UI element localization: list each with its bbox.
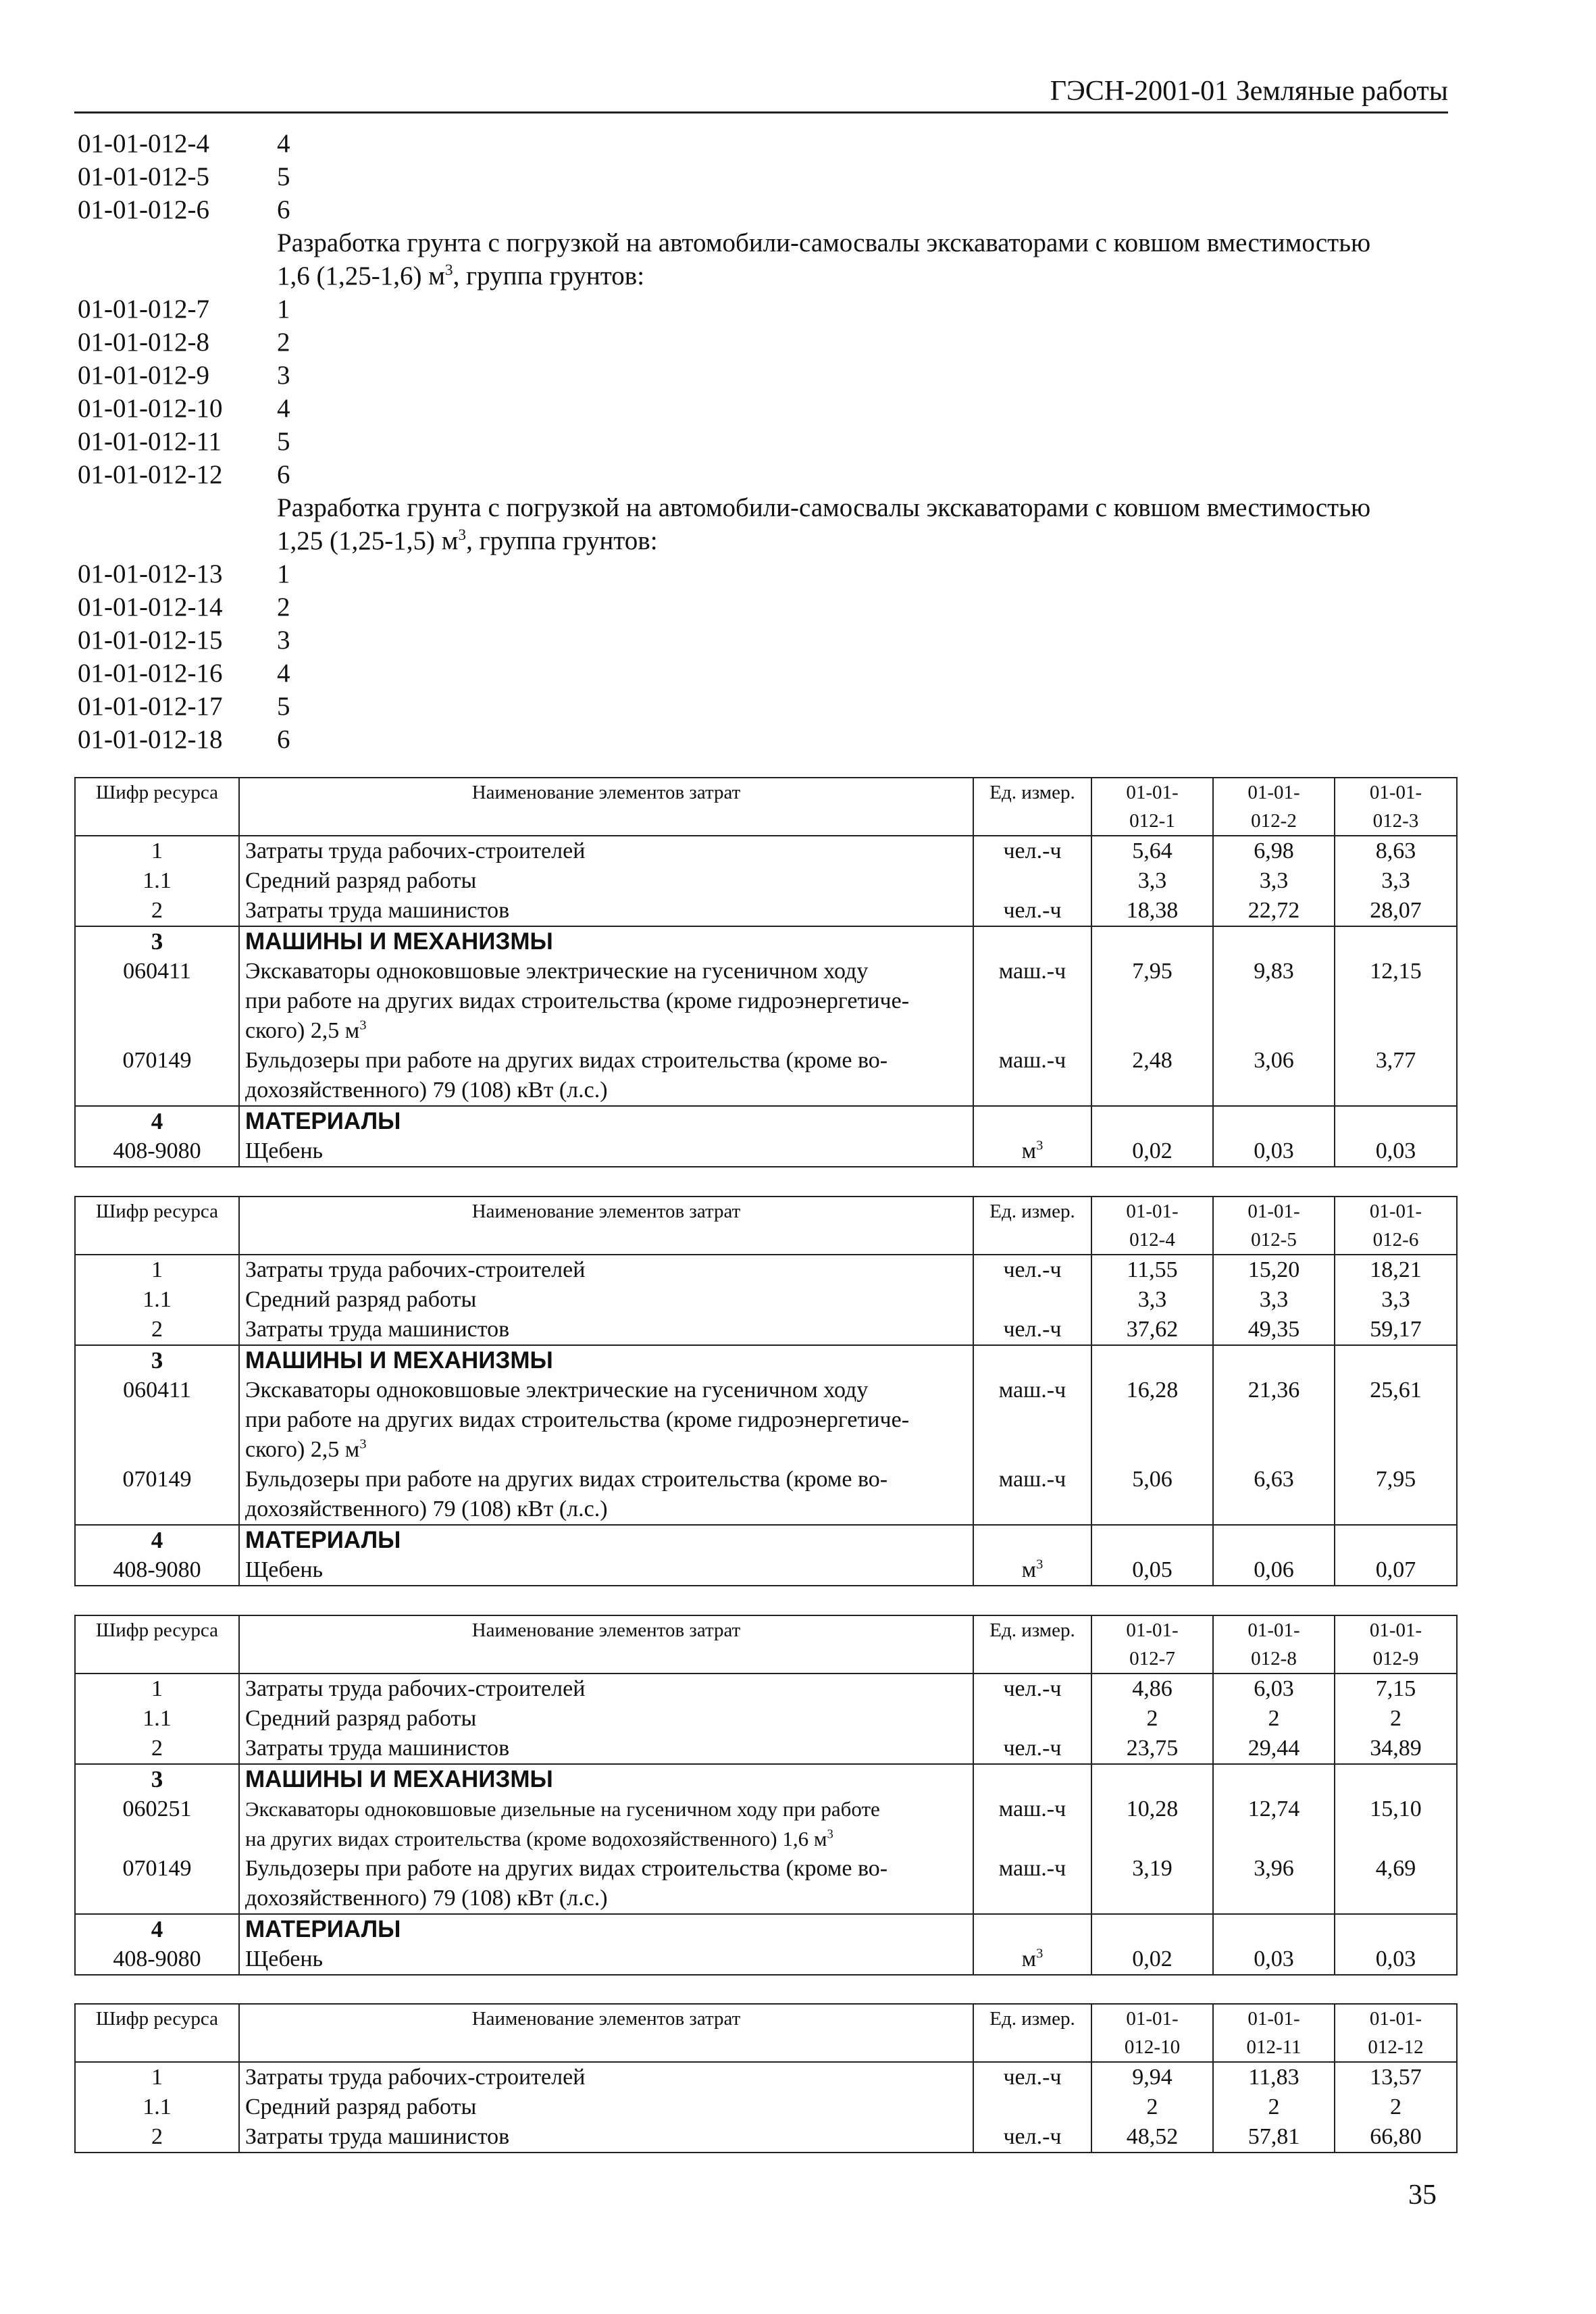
section-description xyxy=(78,491,1456,557)
description-line: Разработка грунта с погрузкой на автомобили-самосвалы экскаваторами с ковшом вместимостью xyxy=(277,228,1371,257)
table-row: 070149 Бульдозеры при работе на других видах строительства (кроме во- дохозяйственного) 79 (108) кВт (л.с.) маш.-ч 5,06 6,63 7,95 xyxy=(75,1465,1457,1525)
table-row: 070149 Бульдозеры при работе на других видах строительства (кроме во- дохозяйственного) 79 (108) кВт (л.с.) маш.-ч 2,48 3,06 3,77 xyxy=(75,1046,1457,1106)
list-code: 01-01-012-14 xyxy=(78,593,223,622)
table-row: 3 МАШИНЫ И МЕХАНИЗМЫ xyxy=(75,926,1457,957)
header-cipher: Шифр ресурса xyxy=(75,2004,239,2062)
table-row: 2 Затраты труда машинистов чел.-ч 48,52 57,81 66,80 xyxy=(75,2122,1457,2153)
table-row: 4 МАТЕРИАЛЫ xyxy=(75,1914,1457,1944)
list-value: 4 xyxy=(277,659,290,688)
list-item xyxy=(78,127,1456,160)
header-col: 01-01- 012-5 xyxy=(1213,1197,1335,1255)
table-row: 1 Затраты труда рабочих-строителей чел.-ч 5,64 6,98 8,63 xyxy=(75,836,1457,866)
table-row: 1.1 Средний разряд работы 3,3 3,3 3,3 xyxy=(75,866,1457,896)
header-col: 01-01- 012-10 xyxy=(1091,2004,1213,2062)
list-item xyxy=(78,690,1456,723)
header-cipher: Шифр ресурса xyxy=(75,1197,239,1255)
table-row: 2 Затраты труда машинистов чел.-ч 37,62 49,35 59,17 xyxy=(75,1315,1457,1345)
table-row: 1 Затраты труда рабочих-строителей чел.-ч 11,55 15,20 18,21 xyxy=(75,1255,1457,1285)
list-item xyxy=(78,293,1456,326)
table-header-row xyxy=(75,1615,1457,1674)
list-value: 2 xyxy=(277,328,290,357)
list-item xyxy=(78,193,1456,226)
table-row: 1 Затраты труда рабочих-строителей чел.-ч 4,86 6,03 7,15 xyxy=(75,1674,1457,1704)
list-value: 6 xyxy=(277,725,290,754)
table-row: 1.1 Средний разряд работы 2 2 2 xyxy=(75,2092,1457,2122)
header-col: 01-01- 012-9 xyxy=(1335,1615,1457,1674)
header-col: 01-01- 012-4 xyxy=(1091,1197,1213,1255)
list-code: 01-01-012-8 xyxy=(78,328,209,357)
description-line: Разработка грунта с погрузкой на автомобили-самосвалы экскаваторами с ковшом вместимостью xyxy=(277,493,1371,522)
list-code: 01-01-012-15 xyxy=(78,626,223,655)
list-code: 01-01-012-10 xyxy=(78,394,223,423)
list-value: 5 xyxy=(277,162,290,191)
table-row: 408-9080 Щебень $м^3$ 0,02 0,03 0,03 xyxy=(75,1944,1457,1975)
resource-table-2 xyxy=(74,1196,1458,1586)
table-row: 070149 Бульдозеры при работе на других видах строительства (кроме во- дохозяйственного) 79 (108) кВт (л.с.) маш.-ч 3,19 3,96 4,69 xyxy=(75,1854,1457,1914)
list-value: 5 xyxy=(277,427,290,456)
resource-table-4 xyxy=(74,2003,1458,2153)
list-value: 2 xyxy=(277,593,290,622)
header-cipher: Шифр ресурса xyxy=(75,1615,239,1674)
resource-table-3 xyxy=(74,1615,1458,1976)
table-header-row xyxy=(75,778,1457,836)
code-list xyxy=(78,127,1456,756)
table-header-row xyxy=(75,2004,1457,2062)
list-item xyxy=(78,723,1456,756)
header-name: Наименование элементов затрат xyxy=(239,2004,973,2062)
list-code: 01-01-012-5 xyxy=(78,162,209,191)
table-row: 408-9080 Щебень $м^3$ 0,02 0,03 0,03 xyxy=(75,1136,1457,1167)
header-name: Наименование элементов затрат xyxy=(239,1197,973,1255)
description-line: 1,25 (1,25-1,5) $м^3$, группа грунтов: xyxy=(277,526,658,555)
list-code: 01-01-012-17 xyxy=(78,692,223,721)
header-name: Наименование элементов затрат xyxy=(239,778,973,836)
header-col: 01-01- 012-2 xyxy=(1213,778,1335,836)
header-col: 01-01- 012-7 xyxy=(1091,1615,1213,1674)
header-col: 01-01- 012-3 xyxy=(1335,778,1457,836)
header-col: 01-01- 012-12 xyxy=(1335,2004,1457,2062)
header-col: 01-01- 012-6 xyxy=(1335,1197,1457,1255)
header-col: 01-01- 012-11 xyxy=(1213,2004,1335,2062)
table-row: 060251 Экскаваторы одноковшовые дизельные на гусеничном ходу при работе на других видах строительства (кроме водохозяйственного) 1,6 $м^3$ маш.-ч 10,28 12,74 15,10 xyxy=(75,1794,1457,1854)
list-item xyxy=(78,557,1456,590)
list-value: 3 xyxy=(277,361,290,390)
list-item xyxy=(78,359,1456,392)
header-col: 01-01- 012-1 xyxy=(1091,778,1213,836)
list-code: 01-01-012-18 xyxy=(78,725,223,754)
header-unit: Ед. измер. xyxy=(973,778,1091,836)
list-item xyxy=(78,160,1456,193)
table-row: 1 Затраты труда рабочих-строителей чел.-ч 9,94 11,83 13,57 xyxy=(75,2062,1457,2092)
table-row: 4 МАТЕРИАЛЫ xyxy=(75,1525,1457,1555)
list-item xyxy=(78,326,1456,359)
list-item xyxy=(78,458,1456,491)
list-value: 1 xyxy=(277,295,290,324)
list-item xyxy=(78,657,1456,690)
list-value: 4 xyxy=(277,394,290,423)
header-col: 01-01- 012-8 xyxy=(1213,1615,1335,1674)
table-row: 3 МАШИНЫ И МЕХАНИЗМЫ xyxy=(75,1764,1457,1794)
list-value: 4 xyxy=(277,129,290,158)
table-row: 2 Затраты труда машинистов чел.-ч 23,75 29,44 34,89 xyxy=(75,1734,1457,1764)
header-unit: Ед. измер. xyxy=(973,2004,1091,2062)
list-value: 1 xyxy=(277,559,290,588)
table-row: 3 МАШИНЫ И МЕХАНИЗМЫ xyxy=(75,1345,1457,1376)
table-row: 060411 Экскаваторы одноковшовые электрические на гусеничном ходу при работе на других видах строительства (кроме гидроэнергетиче- ского) 2,5 $м^3$ маш.-ч 16,28 21,36 25,61 xyxy=(75,1376,1457,1465)
page-number: 35 xyxy=(1408,2180,1437,2211)
header-name: Наименование элементов затрат xyxy=(239,1615,973,1674)
list-value: 6 xyxy=(277,460,290,489)
table-row: 408-9080 Щебень $м^3$ 0,05 0,06 0,07 xyxy=(75,1555,1457,1586)
list-code: 01-01-012-16 xyxy=(78,659,223,688)
header-unit: Ед. измер. xyxy=(973,1615,1091,1674)
list-item xyxy=(78,590,1456,624)
running-header xyxy=(74,71,1448,114)
table-row: 4 МАТЕРИАЛЫ xyxy=(75,1106,1457,1136)
list-code: 01-01-012-4 xyxy=(78,129,209,158)
header-cipher: Шифр ресурса xyxy=(75,778,239,836)
list-code: 01-01-012-13 xyxy=(78,559,223,588)
section-description xyxy=(78,226,1456,293)
table-header-row xyxy=(75,1197,1457,1255)
list-code: 01-01-012-6 xyxy=(78,195,209,224)
resource-table-1 xyxy=(74,777,1458,1167)
table-row: 060411 Экскаваторы одноковшовые электрические на гусеничном ходу при работе на других видах строительства (кроме гидроэнергетиче- ского) 2,5 $м^3$ маш.-ч 7,95 9,83 12,15 xyxy=(75,957,1457,1046)
table-row: 1.1 Средний разряд работы 2 2 2 xyxy=(75,1704,1457,1734)
list-value: 3 xyxy=(277,626,290,655)
list-item xyxy=(78,392,1456,425)
header-unit: Ед. измер. xyxy=(973,1197,1091,1255)
list-code: 01-01-012-9 xyxy=(78,361,209,390)
list-code: 01-01-012-7 xyxy=(78,295,209,324)
list-item xyxy=(78,624,1456,657)
list-value: 6 xyxy=(277,195,290,224)
list-value: 5 xyxy=(277,692,290,721)
table-row: 2 Затраты труда машинистов чел.-ч 18,38 22,72 28,07 xyxy=(75,896,1457,926)
list-item xyxy=(78,425,1456,458)
description-line: 1,6 (1,25-1,6) $м^3$, группа грунтов: xyxy=(277,261,645,291)
header-title: ГЭСН-2001-01 Земляные работы xyxy=(1050,76,1448,107)
table-row: 1.1 Средний разряд работы 3,3 3,3 3,3 xyxy=(75,1285,1457,1315)
list-code: 01-01-012-12 xyxy=(78,460,223,489)
list-code: 01-01-012-11 xyxy=(78,427,222,456)
